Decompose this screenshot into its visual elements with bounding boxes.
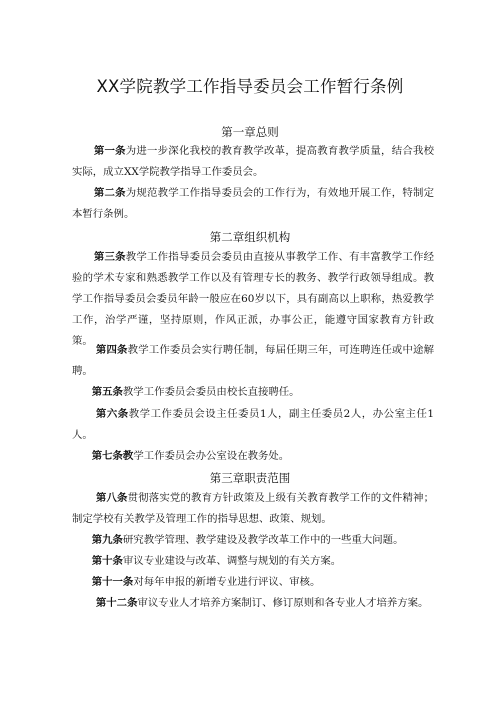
article-paragraph [72, 488, 434, 530]
article-paragraph [72, 593, 452, 614]
article-text: 为进一步深化我校的教育教学改革，提高教育教学质量，结合我校实际，成立XX学院教学指导工作委员会。 [72, 145, 435, 178]
article-number: 第三条 [93, 251, 126, 263]
article-text: 审议专业人才培养方案制订、修订原则和各专业人才培养方案。 [137, 597, 429, 609]
article-number: 第十二条 [95, 597, 138, 609]
document-title: XX学院教学工作指导委员会工作暂行条例 [96, 77, 404, 96]
article-text: 教学工作委员会实行聘任制，每届任期三年，可连聘连任或中途解聘。 [72, 344, 435, 377]
article-number: 第九条 [91, 534, 123, 546]
article-text: 审议专业建设与改革、调整与规划的有关方案。 [122, 555, 342, 567]
article-number: 第四条 [95, 344, 128, 356]
article-number: 第二条 [93, 187, 126, 199]
article-paragraph [72, 446, 434, 467]
article-text: 教学工作指导委员会委员由直接从事教学工作、有丰富教学工作经验的学术专家和熟悉教学工作以及有管理专长的教务、教学行政领导组成。教学工作指导委员会委员年龄一般应在60岁以下，具有副高以上职称，热爱教学工作，治学严谨，坚持原则，作风正派，办事公正，能遵守国家教育方针政策。 [72, 251, 435, 347]
article-number: 第六条 [95, 408, 129, 420]
article-paragraph [72, 530, 434, 551]
article-paragraph [72, 572, 434, 593]
article-number: 第八条 [95, 492, 128, 504]
article-number: 第十一条 [91, 576, 134, 588]
article-paragraph [72, 247, 434, 352]
article-number: 第一条 [93, 145, 126, 157]
chapter-heading: 第二章组织机构 [209, 230, 291, 244]
article-paragraph [72, 551, 434, 572]
article-paragraph [72, 141, 434, 183]
article-text: 研究教学管理、教学建设及教学改革工作中的一些重大问题。 [122, 534, 404, 546]
article-paragraph [72, 183, 434, 225]
article-number: 第五条 [91, 386, 123, 398]
article-number: 第七条教 [91, 450, 134, 462]
article-text: 教学工作委员会委员由校长直接聘任。 [122, 386, 300, 398]
chapter-heading: 第三章职责范围 [209, 471, 291, 485]
chapter-heading: 第一章总则 [221, 125, 279, 139]
article-text: 教学工作委员会设主任委员1人，副主任委员2人，办公室主任1人。 [72, 408, 434, 441]
article-number: 第十条 [91, 555, 123, 567]
article-paragraph [72, 382, 434, 403]
article-text: 为规范教学工作指导委员会的工作行为，有效地开展工作，特制定本暂行条例。 [72, 187, 435, 220]
article-text: 贯彻落实党的教育方针政策及上级有关教育教学工作的文件精神；制定学校有关教学及管理工作的指导思想、政策、规划。 [72, 492, 435, 525]
article-paragraph [72, 340, 434, 382]
article-paragraph [72, 404, 434, 446]
article-text: 对每年申报的新增专业进行评议、审核。 [133, 576, 321, 588]
article-text: 学工作委员会办公室设在教务处。 [133, 450, 290, 462]
